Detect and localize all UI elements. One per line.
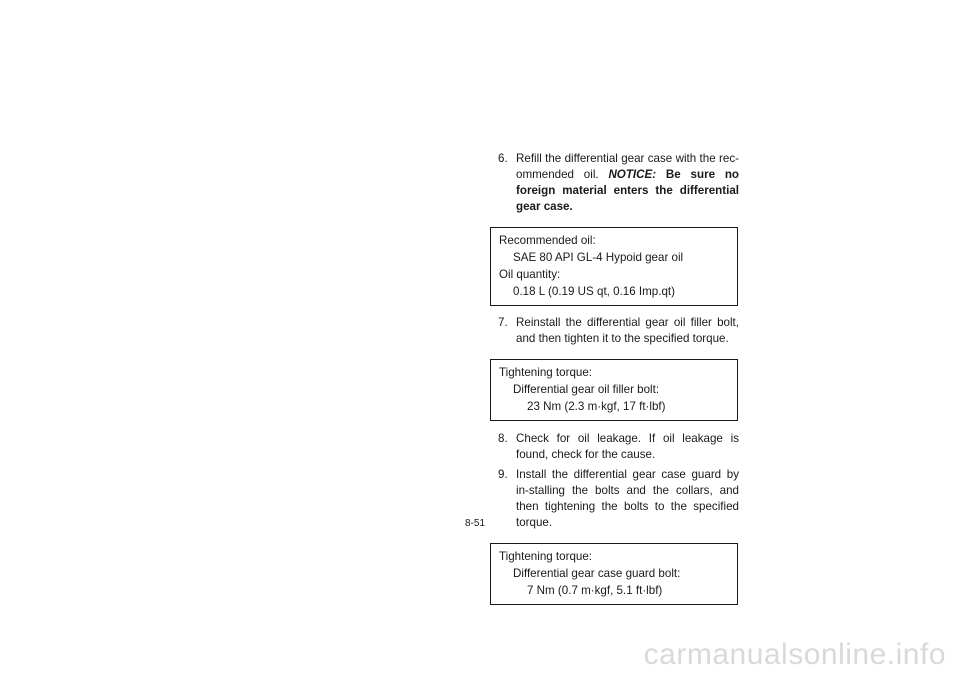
spec-line: Tightening torque: [499,550,593,563]
spec-box-filler-bolt-torque [490,359,738,421]
page-number: 8-51 [465,518,486,529]
spec-line: 23 Nm (2.3 m·kgf, 17 ft·lbf) [527,400,666,413]
spec-line: 0.18 L (0.19 US qt, 0.16 Imp.qt) [513,285,675,298]
step-number: 6. [498,152,508,165]
step-8 [494,431,739,463]
step-number: 9. [498,468,508,481]
notice-label: NOTICE: [608,168,657,181]
spec-line: Differential gear case guard bolt: [513,567,681,580]
spec-line: SAE 80 API GL-4 Hypoid gear oil [513,251,684,264]
step-number: 7. [498,316,508,329]
step-text: Check for oil leakage. If oil leakage is found, check for the cause. [516,432,739,461]
step-text: Refill the differential gear case with the rec-ommended oil. [516,152,739,181]
spec-box-guard-bolt-torque [490,543,738,605]
spec-line: Tightening torque: [499,366,593,379]
watermark: carmanualsonline.info [643,638,946,671]
step-7 [494,315,739,347]
spec-box-recommended-oil [490,227,738,306]
step-text: Install the differential gear case guard by in-stalling the bolts and the collars, and then tightening the bolts to the specified torque. [516,468,739,529]
spec-line: 7 Nm (0.7 m·kgf, 5.1 ft·lbf) [527,584,663,597]
step-9 [494,467,739,531]
instructions-column [494,151,739,605]
step-text: Reinstall the differential gear oil filler bolt, and then tighten it to the specified torque. [516,316,739,345]
spec-line: Differential gear oil filler bolt: [513,383,660,396]
step-number: 8. [498,432,508,445]
step-6 [494,151,739,215]
spec-line: Recommended oil: [499,234,596,247]
spec-line: Oil quantity: [499,268,561,281]
notice-text: Be sure no foreign material enters the differential gear case. [516,168,739,213]
